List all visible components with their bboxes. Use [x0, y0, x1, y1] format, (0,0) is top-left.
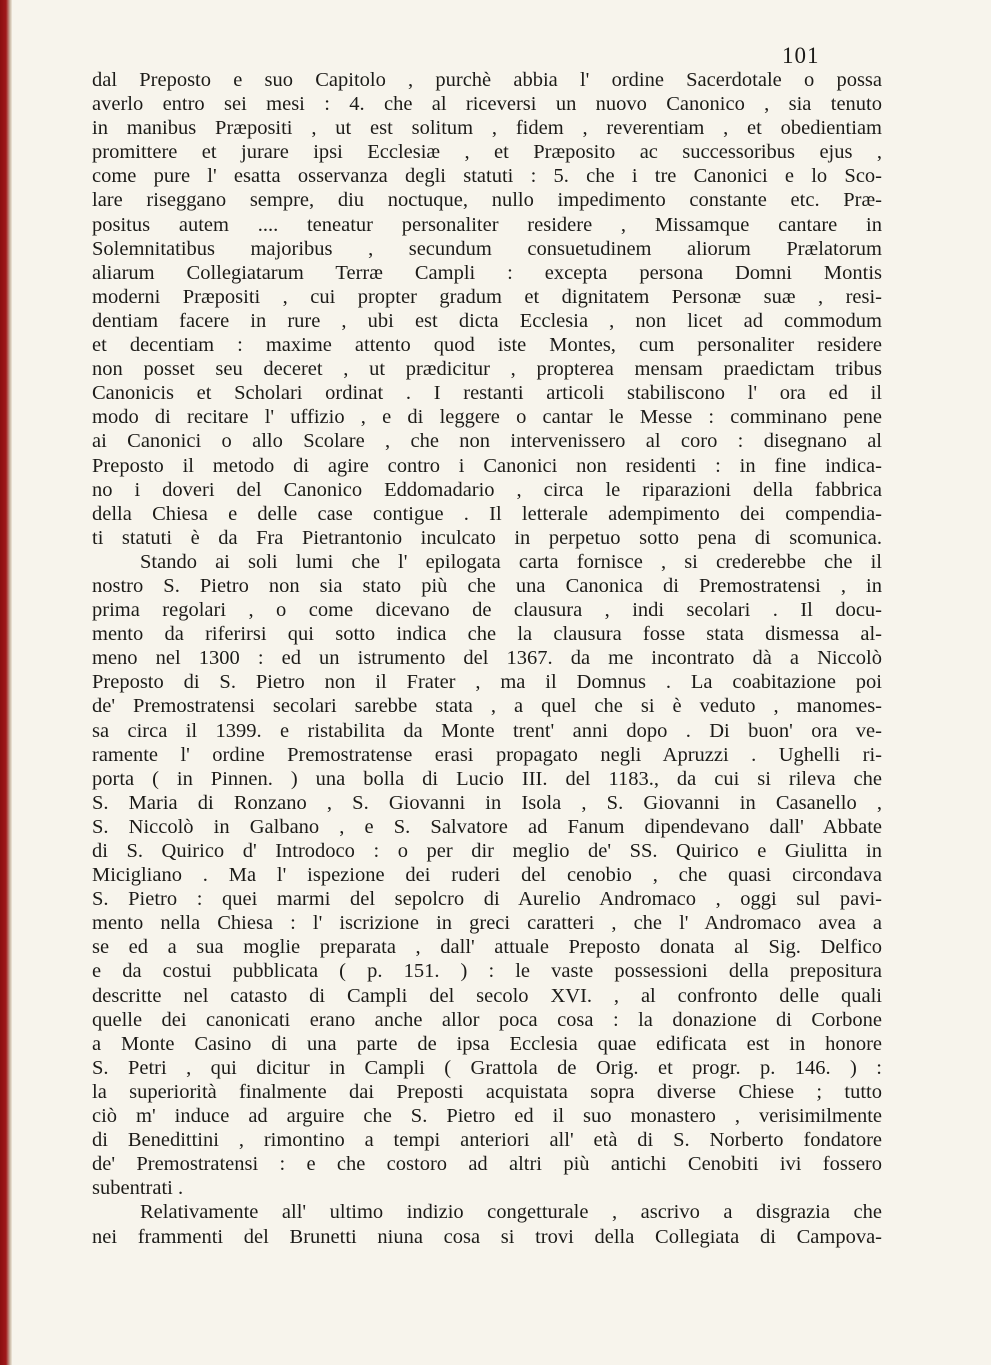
text-line: ramente l' ordine Premostratense erasi propagato negli Apruzzi . Ughelli ri- [92, 743, 882, 766]
text-line: no i doveri del Canonico Eddomadario , circa le riparazioni della fabbrica [92, 478, 882, 501]
text-line: Preposto il metodo di agire contro i Canonici non residenti : in fine indica- [92, 454, 882, 477]
text-line: S. Maria di Ronzano , S. Giovanni in Isola , S. Giovanni in Casanello , [92, 791, 882, 814]
text-line: ai Canonici o allo Scolare , che non intervenissero al coro : disegnano al [92, 430, 882, 453]
body-text [92, 68, 882, 1249]
text-line: descritte nel catasto di Campli del secolo XVI. , al confronto delle quali [92, 984, 882, 1007]
text-line: in manibus Præpositi , ut est solitum , fidem , reverentiam , et obedientiam [92, 117, 882, 140]
text-line: della Chiesa e delle case contigue . Il letterale adempimento dei compendia- [92, 502, 882, 525]
text-line: di S. Quirico d' Introdoco : o per dir meglio de' SS. Quirico e Giulitta in [92, 840, 882, 862]
text-line: meno nel 1300 : ed un istrumento del 1367. da me incontrato dà a Niccolò [92, 647, 882, 670]
text-line: nostro S. Pietro non sia stato più che una Canonica di Premostratensi , in [92, 574, 882, 597]
text-line: ti statuti è da Fra Pietrantonio inculcato in perpetuo sotto pena di scomunica. [92, 526, 882, 549]
text-line: modo di recitare l' uffizio , e di leggere o cantar le Messe : comminano pene [92, 406, 882, 429]
text-line: lare riseggano sempre, diu noctuque, nullo impedimento constante etc. Præ- [92, 189, 882, 212]
text-line: prima regolari , o come dicevano de clausura , indi secolari . Il docu- [92, 599, 882, 622]
text-line: non posset seu deceret , ut prædicitur , propterea mensam praedictam tribus [92, 358, 882, 381]
scan-binding-edge [0, 0, 12, 1365]
text-line: S. Niccolò in Galbano , e S. Salvatore ad Fanum dipendevano dall' Abbate [92, 815, 882, 838]
text-line: ciò m' induce ad arguire che S. Pietro ed il suo monastero , verisimilmente [92, 1105, 882, 1128]
text-line: moderni Præpositi , cui propter gradum et dignitatem Personæ suæ , resi- [92, 285, 882, 308]
text-line: Stando ai soli lumi che l' epilogata carta fornisce , si crederebbe che il [140, 550, 882, 573]
text-line: averlo entro sei mesi : 4. che al riceversi un nuovo Canonico , sia tenuto [92, 93, 882, 116]
text-line: aliarum Collegiatarum Terræ Campli : excepta persona Domni Montis [92, 261, 882, 284]
text-line: et decentiam : maxime attento quod iste Montes, cum personaliter residere [92, 334, 882, 357]
text-line: dentiam facere in rure , ubi est dicta Ecclesia , non licet ad commodum [92, 309, 882, 332]
text-line: dal Preposto e suo Capitolo , purchè abbia l' ordine Sacerdotale o possa [92, 69, 882, 91]
text-line: porta ( in Pinnen. ) una bolla di Lucio III. del 1183., da cui si rileva che [92, 767, 882, 790]
text-line: e da costui pubblicata ( p. 151. ) : le vaste possessioni della prepositura [92, 960, 882, 983]
text-line: sa circa il 1399. e ristabilita da Monte trent' anni dopo . Di buon' ora ve- [92, 719, 882, 742]
text-line: Canonicis et Scholari ordinat . I restanti articoli stabiliscono l' ora ed il [92, 382, 882, 405]
text-line: Solemnitatibus majoribus , secundum consuetudinem aliorum Prælatorum [92, 237, 882, 260]
text-line: a Monte Casino di una parte de ipsa Ecclesia quae edificata est in honore [92, 1032, 882, 1055]
text-line: mento nella Chiesa : l' iscrizione in greci caratteri , che l' Andromaco avea a [92, 912, 882, 935]
text-line: subentrati . [92, 1177, 184, 1200]
text-line: de' Premostratensi : e che costoro ad altri più antichi Cenobiti ivi fossero [92, 1153, 882, 1176]
text-line: se ed a sua moglie preparata , dall' attuale Preposto donata al Sig. Delfico [92, 936, 882, 959]
text-line: Micigliano . Ma l' ispezione dei ruderi del cenobio , che quasi circondava [92, 864, 882, 887]
page-number: 101 [782, 43, 820, 68]
book-page [12, 0, 991, 1365]
text-line: come pure l' esatta osservanza degli statuti : 5. che i tre Canonici e lo Sco- [92, 165, 882, 188]
text-line: la superiorità finalmente dai Preposti acquistata sopra diverse Chiese ; tutto [92, 1080, 882, 1103]
text-line: Preposto di S. Pietro non il Frater , ma il Domnus . La coabitazione poi [92, 671, 882, 694]
text-line: mento da riferirsi qui sotto indica che la clausura fosse stata dismessa al- [92, 623, 882, 646]
text-line: Relativamente all' ultimo indizio congetturale , ascrivo a disgrazia che [140, 1201, 882, 1224]
text-line: di Benedittini , rimontino a tempi anteriori all' età di S. Norberto fondatore [92, 1129, 882, 1152]
text-line: promittere et jurare ipsi Ecclesiæ , et Præposito ac successoribus ejus , [92, 141, 882, 164]
text-line: nei frammenti del Brunetti niuna cosa si trovi della Collegiata di Campova- [92, 1225, 882, 1248]
text-line: quelle dei canonicati erano anche allor poca cosa : la donazione di Corbone [92, 1008, 882, 1031]
text-line: de' Premostratensi secolari sarebbe stata , a quel che si è veduto , manomes- [92, 695, 882, 718]
text-line: positus autem .... teneatur personaliter residere , Missamque cantare in [92, 213, 882, 236]
text-line: S. Petri , qui dicitur in Campli ( Grattola de Orig. et progr. p. 146. ) : [92, 1056, 882, 1079]
text-line: S. Pietro : quei marmi del sepolcro di Aurelio Andromaco , oggi sul pavi- [92, 888, 882, 911]
